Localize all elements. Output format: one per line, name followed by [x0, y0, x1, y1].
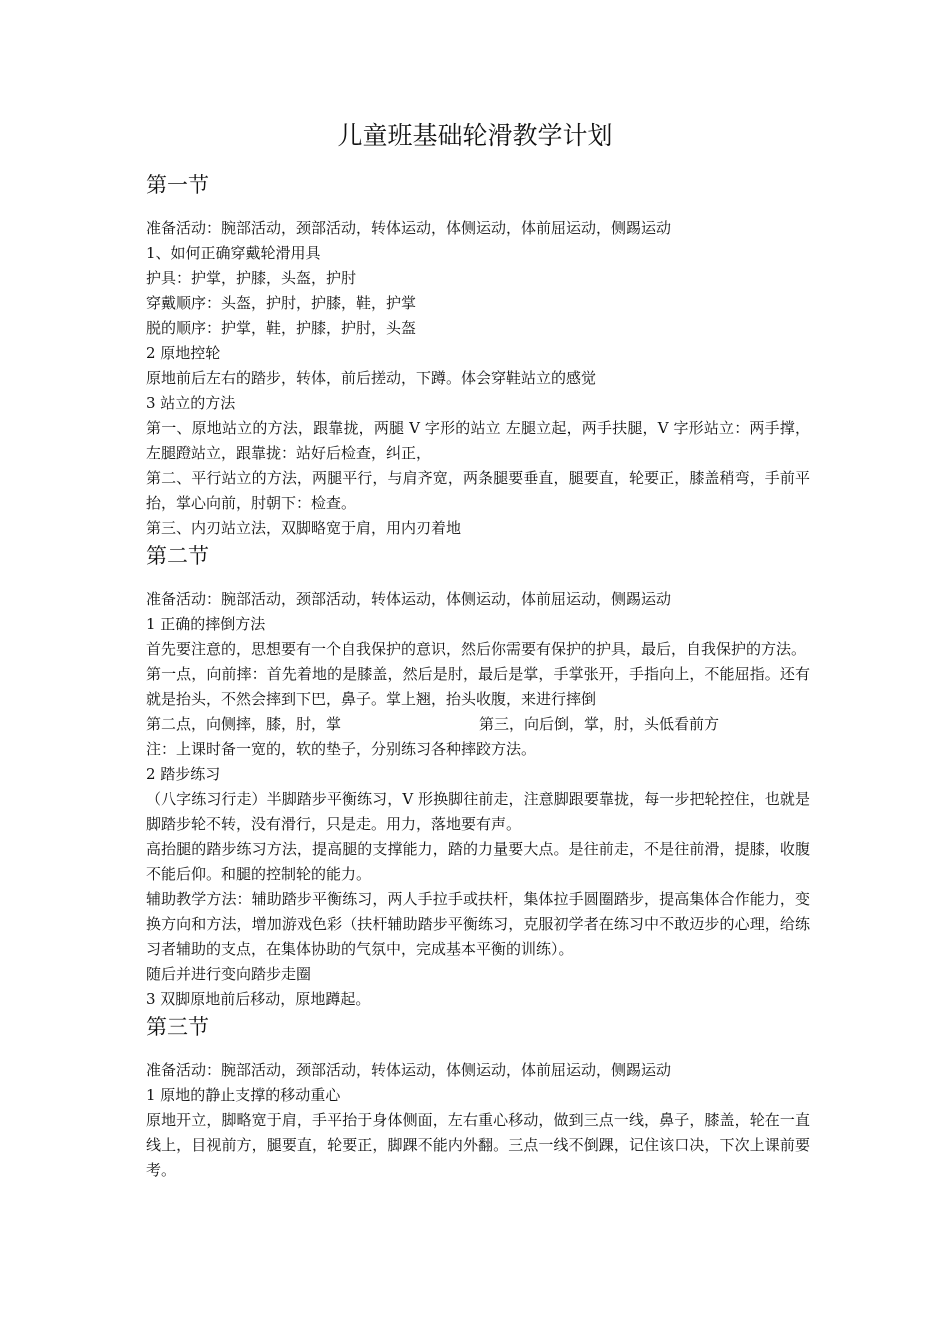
section-heading: 第一节 — [146, 173, 209, 197]
paragraph: 原地前后左右的踏步，转体，前后搓动，下蹲。体会穿鞋站立的感觉 — [146, 369, 597, 387]
paragraph: 第二、平行站立的方法，两腿平行，与肩齐宽，两条腿要垂直，腿要直，轮要正，膝盖稍弯，手前平抬，掌心向前，肘朝下：检查。 — [146, 469, 810, 512]
paragraph: 2 原地控轮 — [146, 344, 221, 362]
document-title: 儿童班基础轮滑教学计划 — [337, 121, 613, 150]
paragraph: 准备活动：腕部活动，颈部活动，转体运动，体侧运动，体前屈运动，侧踢运动 — [146, 590, 672, 608]
paragraph-left: 第二点，向侧摔，膝，肘，掌 — [146, 715, 342, 733]
paragraph: 准备活动：腕部活动，颈部活动，转体运动，体侧运动，体前屈运动，侧踢运动 — [146, 219, 672, 237]
paragraph: 首先要注意的，思想要有一个自我保护的意识，然后你需要有保护的护具，最后，自我保护的方法。 — [146, 640, 807, 658]
section-heading: 第三节 — [146, 1015, 209, 1039]
paragraph: 1 原地的静止支撑的移动重心 — [146, 1086, 341, 1104]
paragraph: 1、如何正确穿戴轮滑用具 — [146, 244, 321, 262]
paragraph: （八字练习行走）半脚踏步平衡练习，V 形换脚往前走，注意脚跟要靠拢，每一步把轮控住，也就是脚踏步轮不转，没有滑行，只是走。用力，落地要有声。 — [146, 790, 810, 833]
section-heading: 第二节 — [146, 544, 209, 568]
paragraph-right: 第三，向后倒，掌，肘，头低看前方 — [479, 715, 720, 733]
paragraph: 护具：护掌，护膝，头盔，护肘 — [146, 269, 357, 287]
paragraph: 脱的顺序：护掌，鞋，护膝，护肘，头盔 — [146, 319, 417, 337]
paragraph: 辅助教学方法：辅助踏步平衡练习，两人手拉手或扶杆，集体拉手圆圈踏步，提高集体合作能力，变换方向和方法，增加游戏色彩（扶杆辅助踏步平衡练习，克服初学者在练习中不敢迈步的心理，给练习者辅助的支点，在集体协助的气氛中，完成基本平衡的训练）。 — [146, 890, 810, 958]
paragraph: 随后并进行变向踏步走圈 — [146, 965, 312, 983]
paragraph: 原地开立，脚略宽于肩，手平抬于身体侧面，左右重心移动，做到三点一线，鼻子，膝盖，轮在一直线上，目视前方，腿要直，轮要正，脚踝不能内外翻。三点一线不倒踝，记住该口决，下次上课前要考。 — [146, 1111, 810, 1179]
document-body — [146, 170, 810, 1183]
paragraph: 穿戴顺序：头盔，护肘，护膝，鞋，护掌 — [146, 294, 417, 312]
section-1 — [146, 170, 810, 541]
paragraph: 3 双脚原地前后移动，原地蹲起。 — [146, 990, 371, 1008]
paragraph: 注：上课时备一宽的，软的垫子，分别练习各种摔跤方法。 — [146, 740, 537, 758]
paragraph: 3 站立的方法 — [146, 394, 236, 412]
paragraph: 1 正确的摔倒方法 — [146, 615, 266, 633]
paragraph: 第一、原地站立的方法，跟靠拢，两腿 V 字形的站立 左腿立起，两手扶腿，V 字形站立：两手撑，左腿蹬站立，跟靠拢：站好后检查，纠正， — [146, 419, 810, 462]
paragraph: 准备活动：腕部活动，颈部活动，转体运动，体侧运动，体前屈运动，侧踢运动 — [146, 1061, 672, 1079]
section-2 — [146, 541, 810, 1012]
two-column-line — [146, 712, 810, 737]
section-3 — [146, 1012, 810, 1183]
paragraph: 高抬腿的踏步练习方法，提高腿的支撑能力，踏的力量要大点。是往前走，不是往前滑，提膝，收腹不能后仰。和腿的控制轮的能力。 — [146, 840, 810, 883]
paragraph: 第三、内刃站立法，双脚略宽于肩，用内刃着地 — [146, 519, 462, 537]
paragraph: 第一点，向前摔：首先着地的是膝盖，然后是肘，最后是掌，手掌张开，手指向上，不能屈指。还有就是抬头，不然会摔到下巴，鼻子。掌上翘，抬头收腹，来进行摔倒 — [146, 665, 810, 708]
paragraph: 2 踏步练习 — [146, 765, 221, 783]
